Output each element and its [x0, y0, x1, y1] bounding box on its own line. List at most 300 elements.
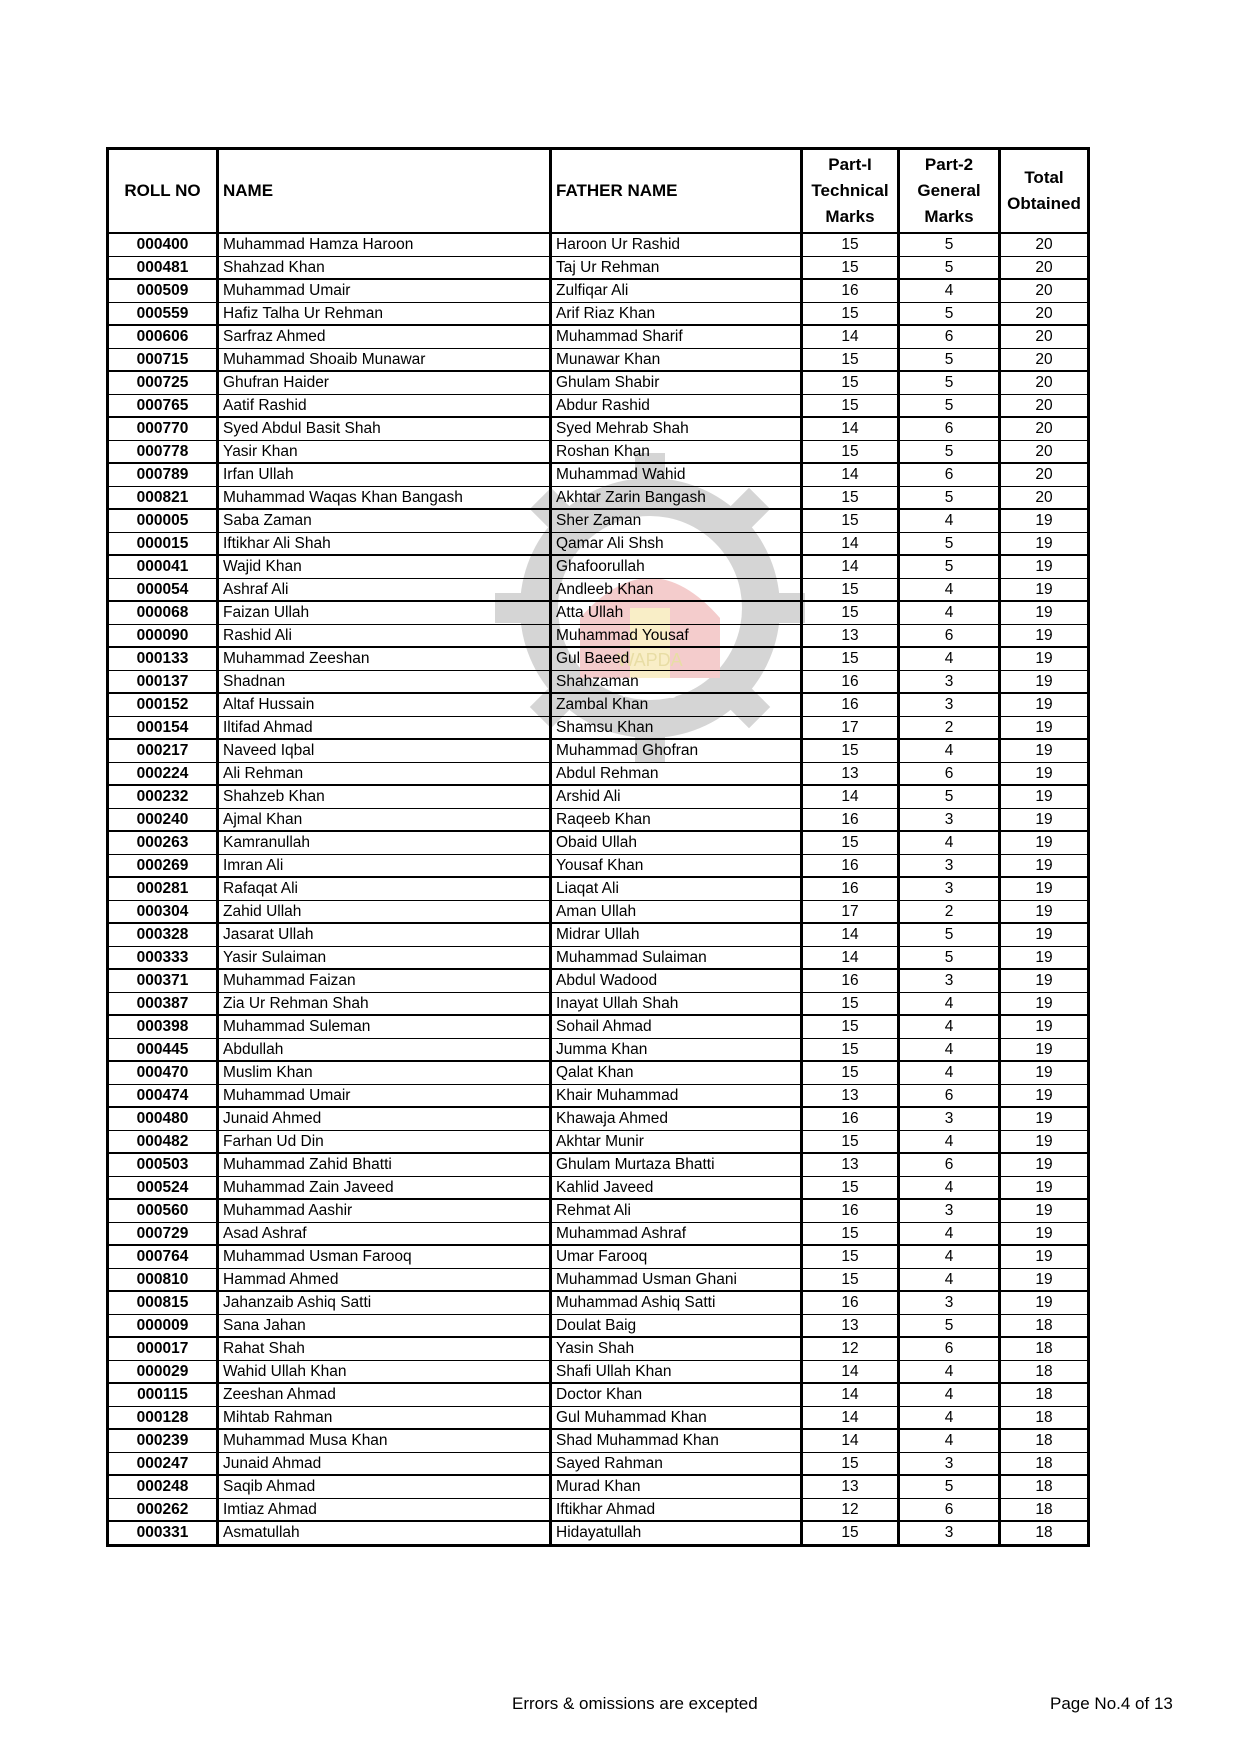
cell-total-obtained: 18: [1000, 1360, 1089, 1383]
cell-part1-marks: 15: [802, 348, 899, 371]
cell-part2-marks: 5: [899, 555, 1000, 578]
header-part1-line: Technical: [811, 181, 889, 200]
cell-father-name: Muhammad Ashiq Satti: [551, 1291, 802, 1314]
cell-part1-marks: 15: [802, 440, 899, 463]
table-row: [108, 578, 1089, 601]
table-row: [108, 762, 1089, 785]
cell-part1-marks: 15: [802, 1268, 899, 1291]
table-row: [108, 1475, 1089, 1498]
cell-part1-marks: 16: [802, 1291, 899, 1314]
table-row: [108, 1176, 1089, 1199]
cell-father-name: Syed Mehrab Shah: [551, 417, 802, 440]
cell-part2-marks: 5: [899, 371, 1000, 394]
cell-total-obtained: 19: [1000, 854, 1089, 877]
cell-roll-no: 000480: [108, 1107, 218, 1130]
cell-part2-marks: 5: [899, 785, 1000, 808]
cell-father-name: Murad Khan: [551, 1475, 802, 1498]
cell-part2-marks: 3: [899, 854, 1000, 877]
cell-father-name: Obaid Ullah: [551, 831, 802, 854]
cell-roll-no: 000765: [108, 394, 218, 417]
cell-name: Junaid Ahmad: [218, 1452, 551, 1475]
cell-roll-no: 000133: [108, 647, 218, 670]
cell-total-obtained: 20: [1000, 486, 1089, 509]
footer-disclaimer: Errors & omissions are excepted: [512, 1694, 758, 1713]
cell-part1-marks: 16: [802, 969, 899, 992]
cell-part2-marks: 4: [899, 1245, 1000, 1268]
cell-part2-marks: 4: [899, 1360, 1000, 1383]
cell-roll-no: 000029: [108, 1360, 218, 1383]
cell-part1-marks: 15: [802, 1176, 899, 1199]
table-row: [108, 877, 1089, 900]
logo-bottom-text: PESCO: [621, 685, 679, 702]
table-row: [108, 900, 1089, 923]
cell-total-obtained: 18: [1000, 1429, 1089, 1452]
table-row: [108, 854, 1089, 877]
cell-part1-marks: 16: [802, 1199, 899, 1222]
cell-part1-marks: 14: [802, 463, 899, 486]
cell-total-obtained: 19: [1000, 1199, 1089, 1222]
cell-father-name: Andleeb Khan: [551, 578, 802, 601]
cell-part2-marks: 5: [899, 440, 1000, 463]
cell-part1-marks: 15: [802, 256, 899, 279]
cell-roll-no: 000778: [108, 440, 218, 463]
cell-total-obtained: 18: [1000, 1337, 1089, 1360]
cell-father-name: Abdul Rehman: [551, 762, 802, 785]
cell-father-name: Ghulam Shabir: [551, 371, 802, 394]
cell-part2-marks: 3: [899, 877, 1000, 900]
cell-total-obtained: 18: [1000, 1498, 1089, 1521]
cell-name: Asad Ashraf: [218, 1222, 551, 1245]
table-row: [108, 1199, 1089, 1222]
cell-part1-marks: 15: [802, 233, 899, 256]
cell-total-obtained: 19: [1000, 831, 1089, 854]
cell-part1-marks: 15: [802, 486, 899, 509]
cell-part1-marks: 15: [802, 992, 899, 1015]
cell-roll-no: 000269: [108, 854, 218, 877]
header-father-name: FATHER NAME: [551, 149, 802, 234]
cell-roll-no: 000387: [108, 992, 218, 1015]
header-part2-line: Marks: [924, 207, 974, 226]
cell-part2-marks: 4: [899, 739, 1000, 762]
cell-part1-marks: 12: [802, 1498, 899, 1521]
table-row: [108, 1268, 1089, 1291]
cell-total-obtained: 19: [1000, 624, 1089, 647]
cell-name: Zia Ur Rehman Shah: [218, 992, 551, 1015]
cell-roll-no: 000068: [108, 601, 218, 624]
cell-total-obtained: 19: [1000, 555, 1089, 578]
cell-part2-marks: 6: [899, 1337, 1000, 1360]
cell-name: Zahid Ullah: [218, 900, 551, 923]
cell-total-obtained: 18: [1000, 1452, 1089, 1475]
cell-name: Hafiz Talha Ur Rehman: [218, 302, 551, 325]
cell-father-name: Taj Ur Rehman: [551, 256, 802, 279]
cell-part1-marks: 13: [802, 1153, 899, 1176]
results-table-body: [108, 233, 1089, 1545]
cell-father-name: Sohail Ahmad: [551, 1015, 802, 1038]
cell-name: Aatif Rashid: [218, 394, 551, 417]
cell-part2-marks: 5: [899, 486, 1000, 509]
table-row: [108, 1222, 1089, 1245]
cell-roll-no: 000248: [108, 1475, 218, 1498]
cell-part1-marks: 17: [802, 716, 899, 739]
cell-roll-no: 000789: [108, 463, 218, 486]
cell-father-name: Qalat Khan: [551, 1061, 802, 1084]
cell-roll-no: 000328: [108, 923, 218, 946]
cell-roll-no: 000137: [108, 670, 218, 693]
cell-part1-marks: 13: [802, 762, 899, 785]
table-row: [108, 417, 1089, 440]
table-row: [108, 348, 1089, 371]
table-row: [108, 670, 1089, 693]
cell-total-obtained: 19: [1000, 808, 1089, 831]
cell-part2-marks: 3: [899, 693, 1000, 716]
cell-part1-marks: 13: [802, 1475, 899, 1498]
cell-part1-marks: 15: [802, 1038, 899, 1061]
cell-part2-marks: 5: [899, 923, 1000, 946]
cell-father-name: Qamar Ali Shsh: [551, 532, 802, 555]
table-row: [108, 509, 1089, 532]
cell-part2-marks: 4: [899, 1015, 1000, 1038]
cell-father-name: Khawaja Ahmed: [551, 1107, 802, 1130]
cell-part1-marks: 15: [802, 1245, 899, 1268]
table-row: [108, 624, 1089, 647]
cell-total-obtained: 19: [1000, 1153, 1089, 1176]
cell-part2-marks: 4: [899, 1130, 1000, 1153]
cell-name: Jasarat Ullah: [218, 923, 551, 946]
header-part1-line: Part-I: [828, 155, 872, 174]
cell-father-name: Arif Riaz Khan: [551, 302, 802, 325]
cell-part2-marks: 6: [899, 1084, 1000, 1107]
cell-father-name: Shad Muhammad Khan: [551, 1429, 802, 1452]
cell-part2-marks: 3: [899, 1107, 1000, 1130]
cell-name: Ajmal Khan: [218, 808, 551, 831]
cell-roll-no: 000481: [108, 256, 218, 279]
cell-total-obtained: 20: [1000, 371, 1089, 394]
cell-roll-no: 000715: [108, 348, 218, 371]
cell-part2-marks: 4: [899, 1038, 1000, 1061]
cell-roll-no: 000115: [108, 1383, 218, 1406]
cell-total-obtained: 19: [1000, 739, 1089, 762]
cell-roll-no: 000009: [108, 1314, 218, 1337]
table-row: [108, 992, 1089, 1015]
table-row: [108, 1153, 1089, 1176]
cell-total-obtained: 19: [1000, 532, 1089, 555]
cell-part1-marks: 14: [802, 1360, 899, 1383]
cell-total-obtained: 19: [1000, 877, 1089, 900]
cell-total-obtained: 19: [1000, 992, 1089, 1015]
cell-part1-marks: 14: [802, 325, 899, 348]
cell-part1-marks: 14: [802, 532, 899, 555]
cell-part2-marks: 5: [899, 1475, 1000, 1498]
cell-name: Muslim Khan: [218, 1061, 551, 1084]
cell-roll-no: 000331: [108, 1521, 218, 1545]
cell-total-obtained: 20: [1000, 348, 1089, 371]
cell-name: Ashraf Ali: [218, 578, 551, 601]
cell-name: Abdullah: [218, 1038, 551, 1061]
cell-part1-marks: 15: [802, 1222, 899, 1245]
cell-roll-no: 000247: [108, 1452, 218, 1475]
cell-name: Rashid Ali: [218, 624, 551, 647]
page-number: Page No.4 of 13: [1050, 1694, 1173, 1713]
cell-father-name: Muhammad Usman Ghani: [551, 1268, 802, 1291]
table-row: [108, 1061, 1089, 1084]
cell-total-obtained: 20: [1000, 233, 1089, 256]
cell-roll-no: 000560: [108, 1199, 218, 1222]
cell-name: Yasir Sulaiman: [218, 946, 551, 969]
cell-part1-marks: 14: [802, 1406, 899, 1429]
cell-total-obtained: 19: [1000, 900, 1089, 923]
cell-roll-no: 000770: [108, 417, 218, 440]
cell-part1-marks: 15: [802, 371, 899, 394]
header-part1-technical-marks: [802, 149, 899, 234]
cell-father-name: Zambal Khan: [551, 693, 802, 716]
table-row: [108, 1084, 1089, 1107]
cell-father-name: Atta Ullah: [551, 601, 802, 624]
cell-name: Shahzeb Khan: [218, 785, 551, 808]
table-row: [108, 716, 1089, 739]
header-name: NAME: [218, 149, 551, 234]
cell-part2-marks: 5: [899, 233, 1000, 256]
cell-roll-no: 000262: [108, 1498, 218, 1521]
table-row: [108, 302, 1089, 325]
cell-part2-marks: 4: [899, 1222, 1000, 1245]
cell-roll-no: 000524: [108, 1176, 218, 1199]
cell-roll-no: 000005: [108, 509, 218, 532]
cell-roll-no: 000606: [108, 325, 218, 348]
cell-father-name: Muhammad Ashraf: [551, 1222, 802, 1245]
cell-roll-no: 000371: [108, 969, 218, 992]
cell-total-obtained: 19: [1000, 1038, 1089, 1061]
cell-father-name: Doulat Baig: [551, 1314, 802, 1337]
cell-part1-marks: 16: [802, 877, 899, 900]
cell-roll-no: 000725: [108, 371, 218, 394]
cell-part2-marks: 5: [899, 302, 1000, 325]
cell-father-name: Arshid Ali: [551, 785, 802, 808]
cell-father-name: Muhammad Ghofran: [551, 739, 802, 762]
table-row: [108, 923, 1089, 946]
cell-part2-marks: 6: [899, 1498, 1000, 1521]
cell-roll-no: 000217: [108, 739, 218, 762]
cell-total-obtained: 20: [1000, 463, 1089, 486]
cell-father-name: Iftikhar Ahmad: [551, 1498, 802, 1521]
table-row: [108, 1498, 1089, 1521]
cell-roll-no: 000015: [108, 532, 218, 555]
cell-name: Muhammad Umair: [218, 279, 551, 302]
cell-part2-marks: 4: [899, 647, 1000, 670]
cell-total-obtained: 20: [1000, 302, 1089, 325]
cell-part2-marks: 5: [899, 394, 1000, 417]
cell-father-name: Yousaf Khan: [551, 854, 802, 877]
header-total-line: Total: [1024, 168, 1064, 187]
cell-total-obtained: 18: [1000, 1521, 1089, 1545]
cell-name: Hammad Ahmed: [218, 1268, 551, 1291]
table-row: [108, 739, 1089, 762]
cell-part2-marks: 3: [899, 670, 1000, 693]
cell-name: Jahanzaib Ashiq Satti: [218, 1291, 551, 1314]
cell-part1-marks: 16: [802, 854, 899, 877]
table-row: [108, 1107, 1089, 1130]
cell-name: Zeeshan Ahmad: [218, 1383, 551, 1406]
cell-father-name: Munawar Khan: [551, 348, 802, 371]
cell-part1-marks: 14: [802, 417, 899, 440]
table-row: [108, 1291, 1089, 1314]
cell-roll-no: 000559: [108, 302, 218, 325]
cell-roll-no: 000764: [108, 1245, 218, 1268]
cell-name: Mihtab Rahman: [218, 1406, 551, 1429]
cell-total-obtained: 19: [1000, 693, 1089, 716]
cell-father-name: Haroon Ur Rashid: [551, 233, 802, 256]
cell-total-obtained: 19: [1000, 1107, 1089, 1130]
cell-name: Muhammad Hamza Haroon: [218, 233, 551, 256]
cell-part2-marks: 2: [899, 900, 1000, 923]
cell-name: Muhammad Faizan: [218, 969, 551, 992]
table-row: [108, 1314, 1089, 1337]
cell-part1-marks: 14: [802, 1383, 899, 1406]
cell-father-name: Gul Muhammad Khan: [551, 1406, 802, 1429]
cell-total-obtained: 19: [1000, 1084, 1089, 1107]
cell-part1-marks: 15: [802, 1521, 899, 1545]
cell-father-name: Akhtar Munir: [551, 1130, 802, 1153]
header-part2-line: Part-2: [924, 155, 974, 174]
cell-father-name: Khair Muhammad: [551, 1084, 802, 1107]
table-row: [108, 1360, 1089, 1383]
table-row: [108, 969, 1089, 992]
table-row: [108, 693, 1089, 716]
cell-part1-marks: 14: [802, 946, 899, 969]
cell-total-obtained: 19: [1000, 1222, 1089, 1245]
cell-name: Muhammad Zeeshan: [218, 647, 551, 670]
cell-total-obtained: 19: [1000, 1176, 1089, 1199]
cell-part1-marks: 14: [802, 785, 899, 808]
cell-part2-marks: 4: [899, 992, 1000, 1015]
cell-total-obtained: 19: [1000, 946, 1089, 969]
cell-roll-no: 000041: [108, 555, 218, 578]
cell-father-name: Sher Zaman: [551, 509, 802, 532]
cell-total-obtained: 19: [1000, 578, 1089, 601]
cell-total-obtained: 19: [1000, 1015, 1089, 1038]
cell-name: Sarfraz Ahmed: [218, 325, 551, 348]
table-row: [108, 256, 1089, 279]
cell-part1-marks: 12: [802, 1337, 899, 1360]
cell-name: Muhammad Zahid Bhatti: [218, 1153, 551, 1176]
table-row: [108, 831, 1089, 854]
cell-part2-marks: 4: [899, 1383, 1000, 1406]
cell-part1-marks: 15: [802, 1015, 899, 1038]
cell-father-name: Muhammad Sulaiman: [551, 946, 802, 969]
results-table: [106, 147, 1090, 1547]
cell-total-obtained: 20: [1000, 279, 1089, 302]
table-row: [108, 532, 1089, 555]
cell-roll-no: 000400: [108, 233, 218, 256]
cell-father-name: Zulfiqar Ali: [551, 279, 802, 302]
cell-roll-no: 000224: [108, 762, 218, 785]
cell-roll-no: 000281: [108, 877, 218, 900]
cell-part1-marks: 16: [802, 693, 899, 716]
cell-roll-no: 000152: [108, 693, 218, 716]
cell-father-name: Gul Baeed: [551, 647, 802, 670]
cell-total-obtained: 18: [1000, 1383, 1089, 1406]
table-row: [108, 279, 1089, 302]
cell-part2-marks: 3: [899, 1521, 1000, 1545]
cell-father-name: Abdul Wadood: [551, 969, 802, 992]
cell-roll-no: 000474: [108, 1084, 218, 1107]
cell-total-obtained: 19: [1000, 1245, 1089, 1268]
cell-part2-marks: 3: [899, 1291, 1000, 1314]
cell-name: Muhammad Umair: [218, 1084, 551, 1107]
cell-roll-no: 000509: [108, 279, 218, 302]
cell-father-name: Roshan Khan: [551, 440, 802, 463]
header-part2-general-marks: [899, 149, 1000, 234]
cell-part2-marks: 6: [899, 463, 1000, 486]
cell-father-name: Midrar Ullah: [551, 923, 802, 946]
table-row: [108, 440, 1089, 463]
cell-part2-marks: 3: [899, 1199, 1000, 1222]
cell-father-name: Hidayatullah: [551, 1521, 802, 1545]
table-row: [108, 1245, 1089, 1268]
cell-name: Iftikhar Ali Shah: [218, 532, 551, 555]
cell-part1-marks: 13: [802, 1084, 899, 1107]
cell-part1-marks: 15: [802, 739, 899, 762]
cell-father-name: Doctor Khan: [551, 1383, 802, 1406]
table-row: [108, 808, 1089, 831]
cell-part2-marks: 4: [899, 578, 1000, 601]
cell-name: Wahid Ullah Khan: [218, 1360, 551, 1383]
cell-part2-marks: 6: [899, 1153, 1000, 1176]
cell-part1-marks: 15: [802, 601, 899, 624]
cell-part2-marks: 5: [899, 348, 1000, 371]
cell-roll-no: 000090: [108, 624, 218, 647]
cell-roll-no: 000821: [108, 486, 218, 509]
cell-father-name: Muhammad Yousaf: [551, 624, 802, 647]
cell-father-name: Aman Ullah: [551, 900, 802, 923]
cell-total-obtained: 19: [1000, 969, 1089, 992]
cell-total-obtained: 20: [1000, 256, 1089, 279]
cell-name: Wajid Khan: [218, 555, 551, 578]
cell-total-obtained: 19: [1000, 509, 1089, 532]
cell-name: Irfan Ullah: [218, 463, 551, 486]
cell-name: Altaf Hussain: [218, 693, 551, 716]
cell-father-name: Muhammad Wahid: [551, 463, 802, 486]
cell-father-name: Rehmat Ali: [551, 1199, 802, 1222]
cell-name: Faizan Ullah: [218, 601, 551, 624]
cell-father-name: Yasin Shah: [551, 1337, 802, 1360]
cell-father-name: Abdur Rashid: [551, 394, 802, 417]
cell-total-obtained: 19: [1000, 670, 1089, 693]
cell-name: Muhammad Waqas Khan Bangash: [218, 486, 551, 509]
cell-part2-marks: 4: [899, 1429, 1000, 1452]
cell-name: Farhan Ud Din: [218, 1130, 551, 1153]
cell-part2-marks: 4: [899, 509, 1000, 532]
cell-part2-marks: 6: [899, 624, 1000, 647]
cell-name: Muhammad Usman Farooq: [218, 1245, 551, 1268]
table-row: [108, 325, 1089, 348]
cell-name: Muhammad Zain Javeed: [218, 1176, 551, 1199]
cell-roll-no: 000470: [108, 1061, 218, 1084]
cell-part2-marks: 5: [899, 1314, 1000, 1337]
cell-name: Asmatullah: [218, 1521, 551, 1545]
cell-father-name: Ghulam Murtaza Bhatti: [551, 1153, 802, 1176]
cell-part2-marks: 4: [899, 1406, 1000, 1429]
header-total-obtained: [1000, 149, 1089, 234]
header-total-line: Obtained: [1007, 194, 1081, 213]
table-row: [108, 1521, 1089, 1545]
cell-total-obtained: 19: [1000, 1061, 1089, 1084]
cell-part1-marks: 17: [802, 900, 899, 923]
cell-part1-marks: 15: [802, 1130, 899, 1153]
table-row: [108, 1383, 1089, 1406]
cell-total-obtained: 20: [1000, 325, 1089, 348]
cell-name: Iltifad Ahmad: [218, 716, 551, 739]
